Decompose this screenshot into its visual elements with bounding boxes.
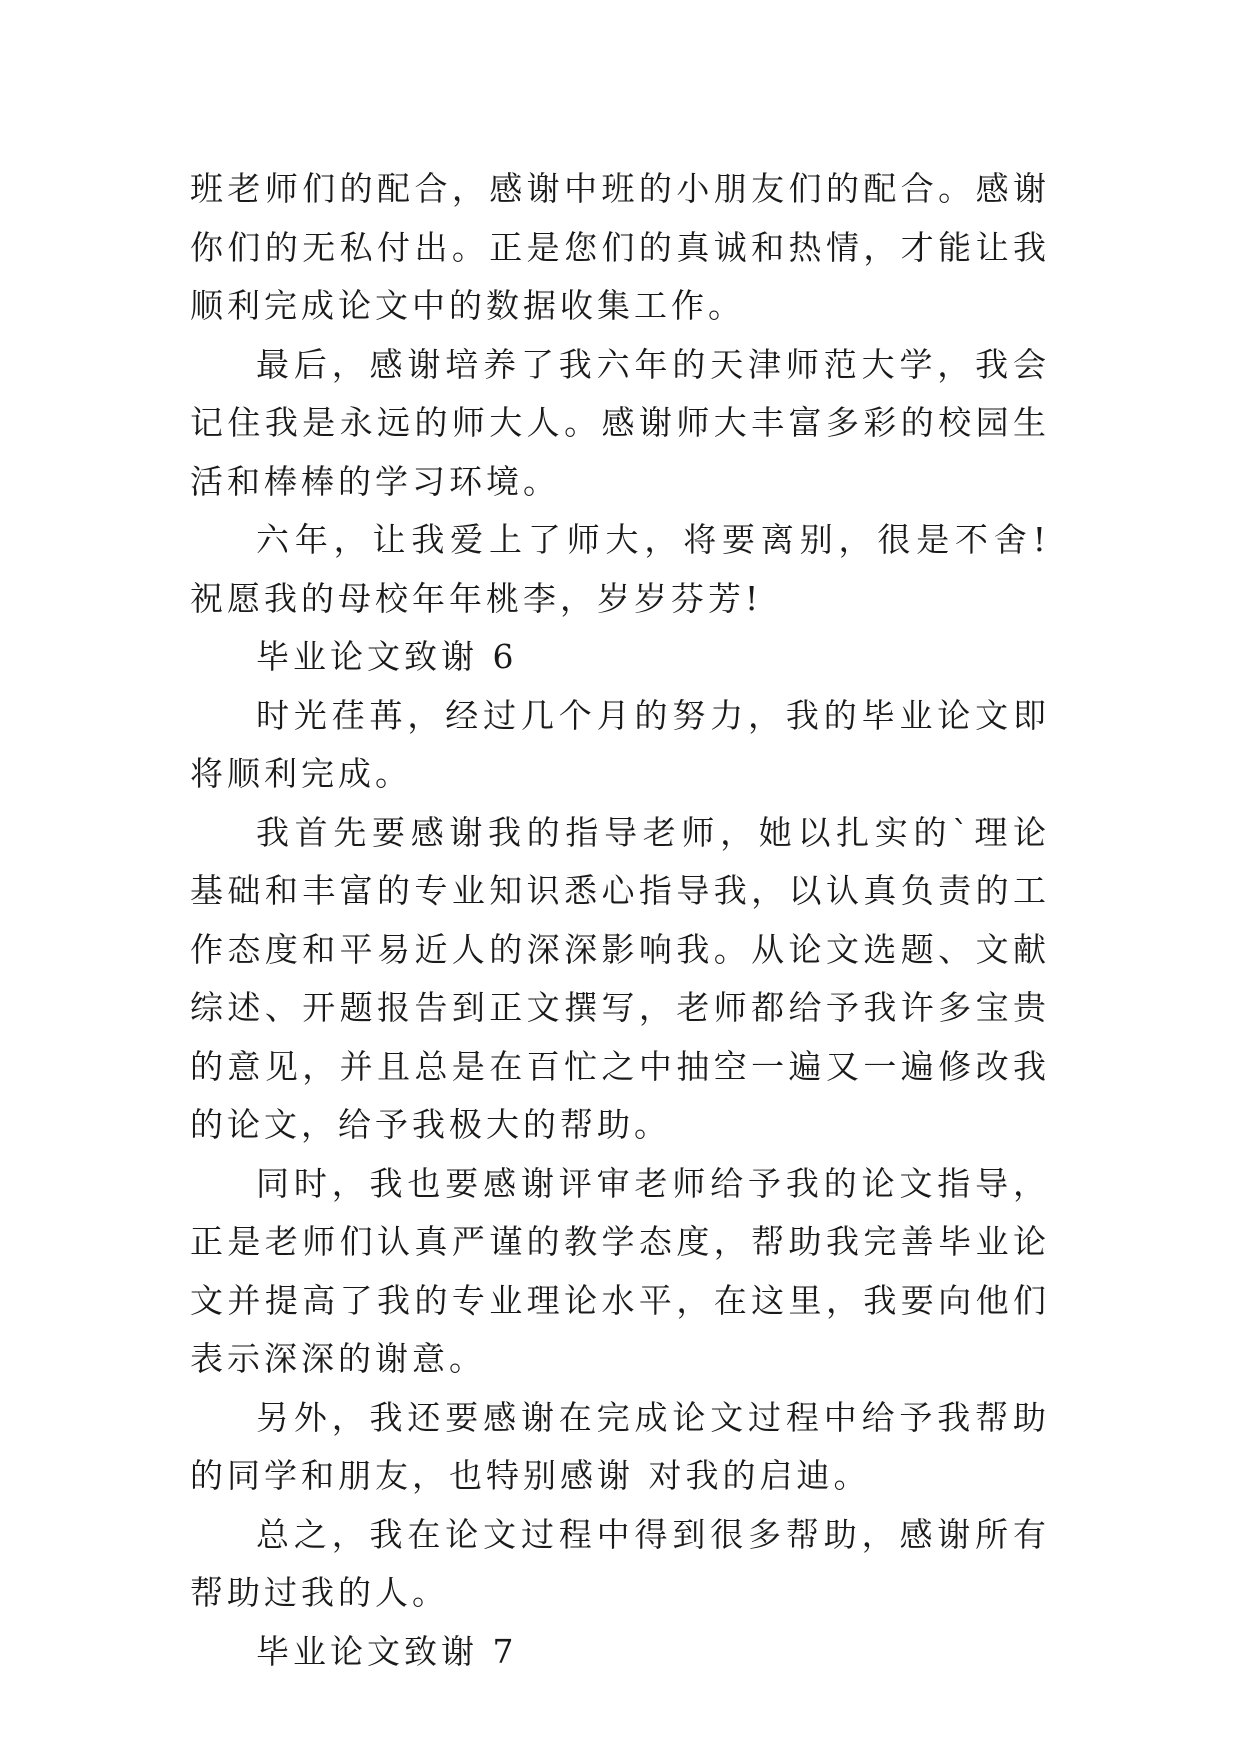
paragraph-3: 六年，让我爱上了师大，将要离别，很是不舍!祝愿我的母校年年桃李，岁岁芬芳! xyxy=(190,520,1050,618)
paragraph-6: 同时，我也要感谢评审老师给予我的论文指导，正是老师们认真严谨的教学态度，帮助我完善毕业论文并提高了我的专业理论水平，在这里，我要向他们表示深深的谢意。 xyxy=(190,1163,1050,1378)
paragraph-2: 最后，感谢培养了我六年的天津师范大学，我会记住我是永远的师大人。感谢师大丰富多彩的校园生活和棒棒的学习环境。 xyxy=(190,344,1050,501)
section-heading-6: 毕业论文致谢 6 xyxy=(256,637,518,676)
paragraph-7: 另外，我还要感谢在完成论文过程中给予我帮助的同学和朋友，也特别感谢 对我的启迪。 xyxy=(190,1397,1050,1495)
paragraph-1: 班老师们的配合，感谢中班的小朋友们的配合。感谢你们的无私付出。正是您们的真诚和热情，才能让我顺利完成论文中的数据收集工作。 xyxy=(190,169,1050,325)
document-body xyxy=(190,160,1050,1681)
paragraph-4: 时光荏苒，经过几个月的努力，我的毕业论文即将顺利完成。 xyxy=(190,695,1050,793)
paragraph-5: 我首先要感谢我的指导老师，她以扎实的`理论基础和丰富的专业知识悉心指导我，以认真负责的工作态度和平易近人的深深影响我。从论文选题、文献综述、开题报告到正文撰写，老师都给予我许多宝贵的意见，并且总是在百忙之中抽空一遍又一遍修改我的论文，给予我极大的帮助。 xyxy=(190,812,1050,1144)
paragraph-8: 总之，我在论文过程中得到很多帮助，感谢所有帮助过我的人。 xyxy=(190,1514,1050,1612)
section-heading-7: 毕业论文致谢 7 xyxy=(256,1631,518,1671)
